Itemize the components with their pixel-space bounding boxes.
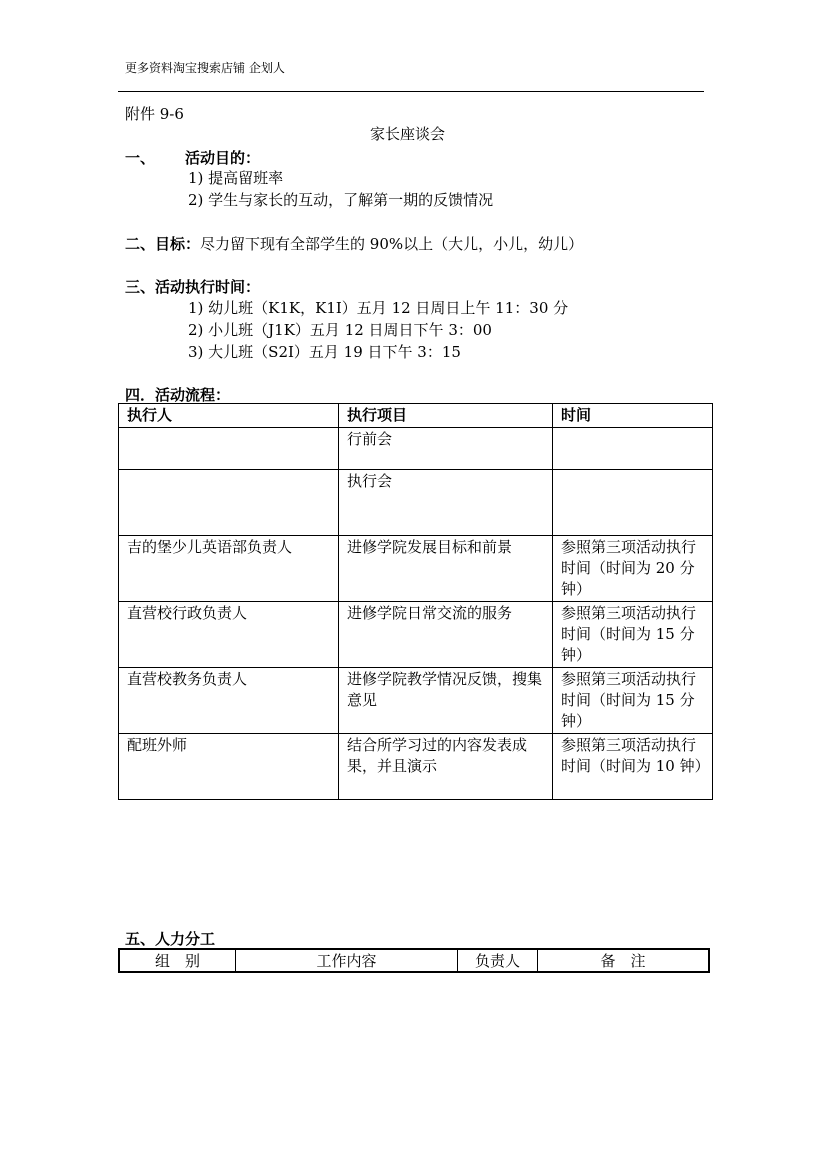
table-cell: 直营校教务负责人 [119,668,339,734]
column-header: 执行项目 [339,404,553,428]
activity-flow-table [118,403,713,800]
table-row [119,602,713,668]
table-cell: 进修学院日常交流的服务 [339,602,553,668]
section1-number: 一、 [125,149,156,167]
table-cell: 参照第三项活动执行时间（时间为 15 分钟） [553,668,713,734]
table-row [119,428,713,470]
section3-item: 1) 幼儿班（K1K，K1I）五月 12 日周日上午 11：30 分 [188,299,569,317]
table-cell: 直营校行政负责人 [119,602,339,668]
section1-item: 2) 学生与家长的互动，了解第一期的反馈情况 [188,191,494,209]
table-cell: 吉的堡少儿英语部负责人 [119,536,339,602]
document-title: 家长座谈会 [370,125,446,143]
table-header-row [119,949,709,972]
table-cell [119,470,339,536]
table-cell [119,428,339,470]
section4-heading: 四．活动流程： [125,386,231,404]
column-header: 备 注 [538,949,710,972]
column-header: 负责人 [458,949,538,972]
section1-item: 1) 提高留班率 [188,169,284,187]
table-cell: 参照第三项活动执行时间（时间为 15 分钟） [553,602,713,668]
table-cell [553,428,713,470]
table-row [119,470,713,536]
column-header: 时间 [553,404,713,428]
header-divider [118,91,704,92]
table-row [119,668,713,734]
table-cell [553,470,713,536]
table-cell: 进修学院教学情况反馈，搜集意见 [339,668,553,734]
column-header: 组 别 [119,949,236,972]
section1-heading: 活动目的： [185,149,261,167]
table-row [119,734,713,800]
table-header-row [119,404,713,428]
table-cell: 进修学院发展目标和前景 [339,536,553,602]
section3-heading: 三、活动执行时间： [125,278,261,296]
staffing-table [118,948,710,973]
section3-item: 3) 大儿班（S2I）五月 19 日下午 3：15 [188,343,461,361]
column-header: 执行人 [119,404,339,428]
table-cell: 行前会 [339,428,553,470]
column-header: 工作内容 [236,949,458,972]
table-cell: 参照第三项活动执行时间（时间为 20 分钟） [553,536,713,602]
section2-heading: 二、目标： [125,235,201,253]
section2-line [125,233,583,254]
table-cell: 参照第三项活动执行时间（时间为 10 钟） [553,734,713,800]
annex-label: 附件 9-6 [125,105,184,123]
page-header: 更多资料淘宝搜索店铺 企划人 [125,61,285,75]
table-row [119,536,713,602]
section5-heading: 五、人力分工 [125,930,216,948]
table-cell: 执行会 [339,470,553,536]
table-cell: 配班外师 [119,734,339,800]
section3-item: 2) 小儿班（J1K）五月 12 日周日下午 3：00 [188,321,492,339]
table-cell: 结合所学习过的内容发表成果，并且演示 [339,734,553,800]
section2-text: 尽力留下现有全部学生的 90%以上（大儿，小儿，幼儿） [200,235,584,253]
